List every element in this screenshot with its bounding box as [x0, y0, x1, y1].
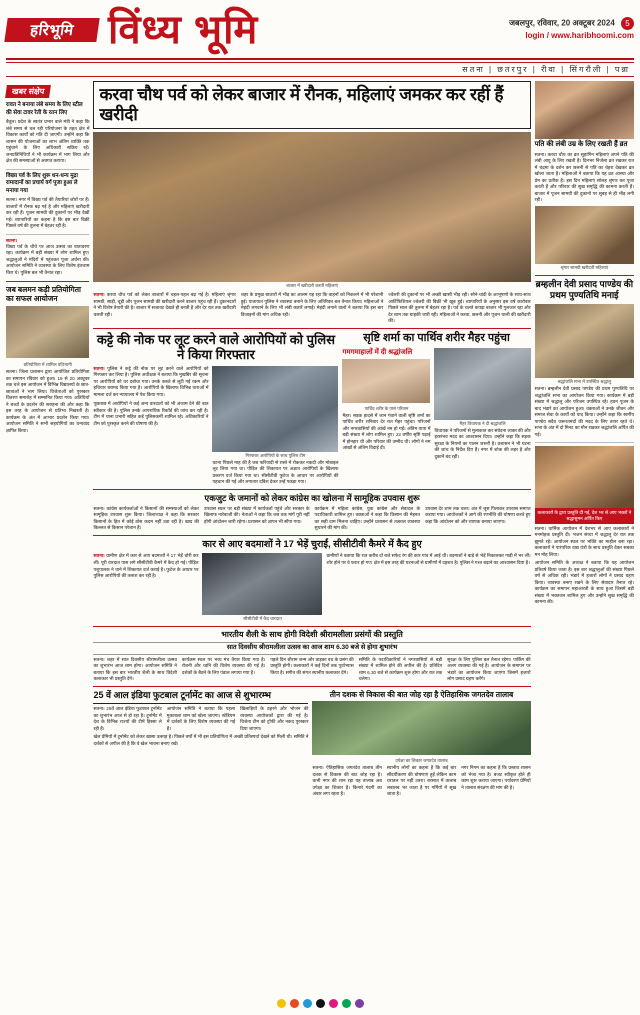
brief-item-3	[6, 238, 89, 277]
lead-headline: करवा चौथ पर्व को लेकर बाजार में रौनक, महिलाएं जमकर कर रहीं हैं खरीदी	[99, 85, 504, 125]
divider	[6, 234, 89, 235]
car-body-2: ग्रामीणों ने बताया कि रात करीब दो बजे सफेद रंग की कार गांव में आई थी। बदमाशों ने बाड़े से भेड़ें निकालकर गाड़ी में भर लीं। शोर होने पर वे फरार हो गए। क्षेत्र में इस तरह की घटनाओं से ग्रामीणों में दहशत है। पुलिस ने गश्त बढ़ाने का आश्वासन दिया है।	[326, 553, 531, 565]
football-headline: 25 वें आल इंडिया फुटबाल टूर्नामेंट का आज से शुभारम्भ	[93, 690, 308, 704]
artists-photo	[535, 446, 634, 508]
left-second-headline: जब बलमन कड़ी प्रतियोगिता का सफल आयोजन	[6, 284, 81, 303]
ramleela-body-2: कार्यक्रम स्थल पर भव्य मंच तैयार किया गया है। रोशनी और ध्वनि की विशेष व्यवस्था की गई है। दर्शकों के बैठने के लिए पंडाल लगाया गया है।	[181, 656, 266, 675]
content-grid	[6, 81, 634, 798]
artists-body-1: सतना। धार्मिक आयोजन में देशभर से आए कलाकारों ने मनमोहक प्रस्तुति दी। भजन संध्या में श्रद्धालु देर रात तक झूमते रहे। आयोजन स्थल पर भक्ति का माहौल बना रहा। कलाकारों ने पारंपरिक वाद्य यंत्रों के साथ प्रस्तुति देकर सबका मन मोह लिया।	[534, 525, 634, 557]
side-headline: पति की लंबी उम्र के लिए रखती हैं व्रत	[534, 141, 628, 148]
srishti-crowd-photo	[434, 348, 530, 420]
talab-body-2: स्थानीय लोगों का कहना है कि कई बार सौंदर्यीकरण की घोषणाएं हुईं लेकिन काम धरातल पर नहीं उतरा। बरसात में तालाब लबालब भर जाता है पर गर्मियों में सूख जाता है।	[386, 765, 457, 797]
lead-body-1: करवा चौथ पर्व को लेकर बाजारों में चहल-पहल बढ़ गई है। महिलाएं श्रृंगार सामग्री, साड़ी, चूड़ी और पूजन सामग्री की खरीदारी करने बाजार पहुंच रही हैं। दुकानदारों ने भी विशेष तैयारी की है। बाजार में सजावट देखते ही बनती है और देर रात तक खरीदारी चलती रही।	[93, 292, 236, 317]
loot-headline: कट्टे की नोक पर लूट करने वाले आरोपियों को पुलिस ने किया गिरफ्तार	[96, 331, 336, 363]
color-dot-0	[277, 999, 286, 1008]
right-top-photo	[535, 81, 634, 139]
dateline: जबलपुर, रविवार, 20 अक्टूबर 2024	[509, 18, 615, 28]
football-body-1: सतना। 25वें आल इंडिया फुटबाल टूर्नामेंट का शुभारंभ आज से हो रहा है। टूर्नामेंट में देश के विभिन्न राज्यों की टीमें हिस्सा ले रही हैं।	[93, 706, 162, 731]
story-loot	[93, 332, 338, 486]
brief-3-body: विख्य पर्व के चौथे पर आज उत्सव का वातावरण रहा। कार्यक्रम में बड़ी संख्या में लोग शामिल हुए। श्रद्धालुओं ने मंदिरों में पहुंचकर पूजा अर्चना की। आयोजन समिति ने व्यवस्था के लिए विशेष इंतजाम किए थे। पुलिस बल भी तैनात रहा।	[6, 243, 90, 275]
brahmleen-headline: ब्रम्हलीन देवी प्रसाद पाण्डेय की प्रथम पुण्यतिथि मनाई	[535, 278, 634, 301]
lead-body-2: शहर के प्रमुख बाजारों में भीड़ का आलम यह रहा कि वाहनों को निकलने में भी परेशानी हुई। यातायात पुलिस ने व्यवस्था बनाने के लिए अतिरिक्त बल तैनात किया। महिलाओं ने मेहंदी लगवाने के लिए भी लंबी कतारें लगाईं। मेहंदी लगाने वालों ने बताया कि इस बार डिजाइनों की मांग अधिक रही।	[240, 292, 384, 317]
story-car	[93, 539, 530, 624]
car-photo	[202, 553, 322, 615]
lead-story	[93, 81, 530, 325]
story-football	[93, 690, 530, 798]
color-dot-1	[290, 999, 299, 1008]
side-body: सतना। करवा चौथ का व्रत सुहागिन महिलाएं अपने पति की लंबी आयु के लिए रखती हैं। दिनभर निर्जला व्रत रखकर रात में चंद्रमा के दर्शन कर छलनी से पति का चेहरा देखकर व्रत खोला जाता है। महिलाओं ने बताया कि यह व्रत आस्था और प्रेम का प्रतीक है। इस दिन महिलाएं सोलह श्रृंगार कर पूजा करती हैं और परिवार की सुख समृद्धि की कामना करती हैं। बाजार में पूजन सामग्री की दुकानों पर सुबह से ही भीड़ लगी रही।	[534, 151, 634, 203]
brief-item-1	[6, 102, 89, 165]
color-dot-3	[316, 999, 325, 1008]
side-photo-caption: श्रृंगार सामग्री खरीदतीं महिलाएं	[560, 264, 609, 270]
lead-photo	[93, 132, 530, 282]
brief-1-body: बैतूल। प्रदेश के स्वतंत्र प्रभार वाले मंत्री ने कहा कि लंबे समय से चल रही परियोजना के तहत क्षेत्र में विकास कार्यों को गति दी जाएगी। उन्होंने कहा कि शासन की योजनाओं का लाभ अंतिम व्यक्ति तक पहुंचाने के लिए अधिकारी सक्रिय रहें। जनप्रतिनिधियों ने भी कार्यक्रम में भाग लिया और क्षेत्र की समस्याओं से अवगत कराया।	[6, 119, 90, 164]
ramleela-body-1: सतना। शहर में सात दिवसीय श्रीरामलीला उत्सव का शुभारंभ आज शाम होगा। आयोजन समिति ने बताया कि इस बार भारतीय शैली के साथ विदेशी कलाकार भी प्रस्तुति देंगे।	[93, 656, 177, 682]
page-number: 5	[621, 17, 634, 30]
brief-kicker: खबर संक्षेप	[5, 85, 51, 98]
football-body-2: आयोजन समिति ने बताया कि पहला मुकाबला शाम को खेला जाएगा। स्टेडियम में दर्शकों के लिए विशेष व्यवस्था की गई है।	[166, 706, 236, 731]
brahmleen-photo-caption: श्रद्धांजलि सभा में उपस्थित श्रद्धालु	[557, 379, 612, 385]
loot-body-1: पुलिस ने कट्टे की नोक पर लूट करने वाले आरोपियों को गिरफ्तार कर लिया है। पुलिस अधीक्षक ने बताया कि मुखबिर की सूचना पर आरोपियों को धर दबोचा गया। उनके कब्जे से लूटी गई रकम और हथियार बरामद किया गया है। आरोपियों के खिलाफ विभिन्न धाराओं में मामला दर्ज कर न्यायालय में पेश किया गया।	[93, 365, 209, 397]
ramleela-body-3: पहले दिन श्रीराम जन्म और ताड़का वध के प्रसंग की प्रस्तुति होगी। कलाकारों ने कई दिनों तक पूर्वाभ्यास किया है। संगीत की संगत स्थानीय कलाकार देंगे।	[270, 656, 354, 675]
lead-photo-caption: बाजार में खरीदारी करतीं महिलाएं	[286, 283, 338, 289]
masthead-logo	[6, 18, 98, 42]
side-photo	[535, 206, 634, 264]
loot-body-3: घटना पिछले माह की है जब फरियादी से रास्ते में रोककर नकदी और मोबाइल लूट लिया गया था। पीड़ित की शिकायत पर अज्ञात आरोपियों के खिलाफ प्रकरण दर्ज किया गया था। सीसीटीवी फुटेज के आधार पर आरोपियों की पहचान की गई और लगातार दबिश देकर उन्हें पकड़ा गया।	[212, 459, 339, 485]
brahmleen-body: सतना। ब्रम्हलीन देवी प्रसाद पाण्डेय की प्रथम पुण्यतिथि पर श्रद्धांजलि सभा का आयोजन किया गया। कार्यक्रम में बड़ी संख्या में श्रद्धालु और परिजन उपस्थित रहे। हवन पूजन के बाद भंडारे का आयोजन हुआ। वक्ताओं ने उनके जीवन और समाज सेवा के कार्यों को याद किया। उन्होंने कहा कि स्वर्गीय पाण्डेय सदैव जरूरतमंदों की मदद के लिए तत्पर रहते थे। सभा के अंत में दो मिनट का मौन रखकर श्रद्धांजलि अर्पित की गई।	[534, 386, 634, 437]
talab-body-3: नगर निगम का कहना है कि प्रस्ताव शासन को भेजा गया है। बजट स्वीकृत होते ही काम शुरू कराया जाएगा। पर्यावरण प्रेमियों ने तालाब संरक्षण की मांग की है।	[461, 765, 531, 790]
ramleela-body-4: समिति के पदाधिकारियों ने नगरवासियों से बड़ी संख्या में शामिल होने की अपील की है। प्रतिदिन शाम 6.30 बजे से कार्यक्रम शुरू होगा और रात तक चलेगा।	[358, 656, 443, 682]
edition-list: सतना | छतरपुर | रीवा | सिंगरौली | पन्ना	[6, 62, 634, 77]
talab-photo	[312, 701, 530, 755]
football-body-3: खिलाड़ियों के ठहरने और भोजन की व्यवस्था आयोजकों द्वारा की गई है। विजेता टीम को ट्रॉफी और नकद पुरस्कार दिया जाएगा।	[240, 706, 309, 731]
ramleela-body-5: सुरक्षा के लिए पुलिस बल तैनात रहेगा। पार्किंग की अलग व्यवस्था की गई है। आयोजन के समापन पर भंडारे का आयोजन किया जाएगा जिसमें हजारों लोग प्रसाद ग्रहण करेंगे।	[447, 656, 531, 682]
artists-photo-caption: कलाकारों के द्वारा प्रस्तुति दी गई, देश भर से आए भक्तों ने श्रद्धासुमन अर्पित किए	[535, 508, 634, 524]
brief-2-body: सतना। नगर में विख्य पर्व की तैयारियां जोरों पर हैं। बाजारों में रौनक बढ़ गई है और महिलाएं खरीदारी कर रही हैं। पूजन सामग्री की दुकानों पर भीड़ देखी गई। व्यापारियों का कहना है कि इस बार बिक्री पिछले वर्ष की तुलना में बेहतर रही है।	[6, 197, 90, 229]
story-ramleela	[93, 630, 530, 683]
congress-body-4: उपवास देर शाम तक चला। अंत में जूस पिलाकर उपवास समाप्त कराया गया। आयोजकों ने आगे की रणनीति की घोषणा करते हुए कहा कि आंदोलन को और व्यापक बनाया जाएगा।	[425, 505, 531, 524]
congress-headline: एकजुट के जमानों को लेकर कांग्रेस का खोलना में सामूहिक उपवास शुरू	[204, 492, 420, 503]
right-column	[535, 81, 634, 798]
loot-photo	[212, 366, 338, 452]
car-headline: कार से आए बदमाशों ने 17 भेड़ें चुराईं, सीसीटीवी कैमरे में कैद हुए	[202, 538, 422, 550]
srishti-body-2: विधायक ने परिजनों से मुलाकात कर संवेदना व्यक्त की और हरसंभव मदद का आश्वासन दिया। उन्होंने कहा कि सड़क सुरक्षा के नियमों का पालन जरूरी है। प्रशासन ने भी घटना की जांच के निर्देश दिए हैं। नगर में शोक की लहर है और दुकानें बंद रहीं।	[434, 427, 531, 459]
brand-small: हरिभूमि	[4, 18, 99, 42]
left-story-photo	[6, 306, 89, 358]
color-registration-bar	[0, 995, 640, 1013]
loot-photo-caption: गिरफ्तार आरोपियों के साथ पुलिस टीम	[245, 452, 306, 458]
lead-byline: सतना।	[93, 292, 105, 298]
left-second-body: सतना। जिला प्रशासन द्वारा आयोजित प्रतियोगिता का समापन रविवार को हुआ। 19 से 20 अक्टूबर तक चले इस आयोजन में विभिन्न विद्यालयों के छात्र-छात्राओं ने भाग लिया। विजेताओं को पुरस्कार वितरण समारोह में सम्मानित किया गया। अतिथियों ने बच्चों के प्रदर्शन की सराहना की और कहा कि इस तरह के आयोजन से प्रतिभा निखरती है। कार्यक्रम के अंत में आभार प्रदर्शन किया गया। आयोजन समिति ने सभी सहयोगियों का धन्यवाद ज्ञापित किया।	[6, 369, 90, 433]
color-dot-2	[303, 999, 312, 1008]
srishti-body-1: मैहर। सड़क हादसे में जान गंवाने वाली सृष्टि शर्मा का पार्थिव शरीर शनिवार देर रात मैहर पहुंचा। परिजनों और नगरवासियों की आंखें नम हो गईं। अंतिम यात्रा में बड़ी संख्या में लोग शामिल हुए। 22 वर्षीय सृष्टि पढ़ाई में होनहार थी और परिवार की उम्मीद थी। लोगों ने नम आंखों से अंतिम विदाई दी।	[342, 412, 431, 451]
divider-red	[93, 489, 530, 490]
story-srishti	[342, 332, 530, 486]
talab-photo-caption: उपेक्षा का शिकार जगतदेव तालाब	[395, 758, 448, 764]
congress-body-3: कार्यक्रम में महिला कांग्रेस, युवा कांग्रेस और सेवादल के पदाधिकारी शामिल हुए। वक्ताओं ने कहा कि किसान की मेहनत का सही दाम मिलना चाहिए। उन्होंने प्रशासन से तत्काल व्यवस्था सुधारने की मांग की।	[314, 505, 421, 531]
page-title: विंध्य भूमि	[108, 8, 259, 52]
lead-body-3: ज्वेलरी की दुकानों पर भी अच्छी खासी भीड़ रही। सोने-चांदी के आभूषणों के साथ-साथ आर्टिफिशियल ज्वेलरी की बिक्री भी खूब हुई। व्यापारियों के अनुसार इस वर्ष कारोबार पिछले साल की तुलना में बेहतर रहा है। पर्व के चलते कपड़ा बाजार भी गुलजार रहा और देर शाम तक ग्राहकी जारी रही। महिलाओं ने करवा, छलनी और पूजन थाली की खरीदारी की।	[388, 292, 531, 324]
brief-2-headline: विख्य पर्व के लिए शुरू धन-धन्य मुद्रा रामादानों का प्रचार्य वर्ग पूजा हुआ ले मनाया गया	[6, 172, 78, 194]
masthead-info	[509, 17, 634, 43]
srishti-portrait-photo	[342, 359, 430, 403]
loot-byline: सतना।	[93, 365, 105, 371]
car-photo-caption: सीसीटीवी में कैद वारदात	[243, 616, 282, 622]
brief-1-headline: रावत ने बनाया लंबे समय के लिए स्टील की सेवा टावर रेती के रतन लिए	[6, 102, 83, 116]
srishti-photo-caption-1: पार्थिव शरीर के पास परिजन	[364, 405, 409, 411]
srishti-subhead: गमगमाहालों में दी श्रद्धांजलि	[342, 348, 413, 356]
color-dot-6	[355, 999, 364, 1008]
masthead	[6, 4, 634, 60]
mid-row	[93, 332, 530, 486]
center-column	[93, 81, 530, 798]
left-second-story	[6, 285, 89, 435]
car-body-1: ग्रामीण क्षेत्र में कार से आए बदमाशों ने 17 भेड़ें चोरी कर लीं। पूरी वारदात पास लगे सीसीटीवी कैमरे में कैद हो गई। पीड़ित पशुपालक ने थाने में शिकायत दर्ज कराई है। फुटेज के आधार पर पुलिस आरोपियों की तलाश कर रही है।	[93, 553, 199, 579]
ramleela-deck: सात दिवसीय श्रीरामलीला उत्सव का आज शाम 6.30 बजे से होगा शुभारंभ	[93, 642, 530, 654]
color-dot-4	[329, 999, 338, 1008]
website-link[interactable]: login / www.haribhoomi.com	[525, 31, 634, 41]
divider-red	[93, 328, 530, 329]
divider-red	[6, 281, 89, 282]
divider-red	[93, 535, 530, 536]
left-column	[6, 81, 89, 798]
story-congress	[93, 493, 530, 532]
football-body-4: खेल प्रेमियों में टूर्नामेंट को लेकर खासा उत्साह है। पिछले वर्षों में भी इस प्रतियोगिता में अच्छी प्रतिस्पर्धा देखने को मिली थी। समिति ने दर्शकों से अपील की है कि वे खेल भावना बनाए रखें।	[93, 734, 309, 746]
ramleela-headline: भारतीय शैली के साथ होगी विदेशी श्रीरामलीला प्रसंगों की प्रस्तुति	[221, 630, 403, 640]
car-byline: सतना।	[93, 553, 105, 559]
divider	[535, 442, 634, 443]
brief-3-byline: सतना।	[6, 237, 18, 243]
divider	[6, 169, 89, 170]
talab-headline: तीन दशक से विकास की बात जोह रहा है ऐतिहासिक जगतदेव तालाब	[329, 689, 514, 699]
artists-body-2: आयोजन समिति के अध्यक्ष ने बताया कि यह आयोजन प्रतिवर्ष किया जाता है। इस बार श्रद्धालुओं की संख्या पिछले वर्ष से अधिक रही। भंडारे में हजारों लोगों ने प्रसाद ग्रहण किया। व्यवस्था बनाए रखने के लिए सेवादार तैनात रहे। कार्यक्रम का समापन महाआरती के साथ हुआ जिसमें बड़ी संख्या में भक्तजन शामिल हुए और उन्होंने सुख समृद्धि की कामना की।	[534, 560, 634, 605]
left-story-caption: प्रतियोगिता में शामिल प्रतिभागी	[23, 362, 72, 368]
divider-red	[535, 275, 634, 276]
loot-body-2: पूछताछ में आरोपियों ने कई अन्य वारदातों को भी अंजाम देने की बात स्वीकार की है। पुलिस उनके आपराधिक रिकॉर्ड की जांच कर रही है। टीम में थाना प्रभारी सहित कई पुलिसकर्मी शामिल रहे। अधिकारियों ने टीम को पुरस्कृत करने की घोषणा की है।	[93, 401, 209, 426]
srishti-photo-caption-2: मैहर विधायक ने दी श्रद्धांजलि	[459, 420, 506, 426]
brief-item-2	[6, 173, 89, 230]
divider-red	[93, 626, 530, 627]
brahmleen-photo	[535, 304, 634, 378]
lead-headline-box	[93, 81, 530, 129]
talab-body-1: सतना। ऐतिहासिक जगतदेव तालाब तीन दशक से विकास की बाट जोह रहा है। कभी नगर की शान रहा यह तालाब अब उपेक्षा का शिकार है। किनारे गंदगी का अंबार लगा रहता है।	[312, 765, 382, 797]
color-dot-5	[342, 999, 351, 1008]
srishti-headline: सृष्टि शर्मा का पार्थिव शरीर मैहर पहुंचा	[363, 331, 510, 344]
congress-body-1: सतना। कांग्रेस कार्यकर्ताओं ने किसानों की समस्याओं को लेकर सामूहिक उपवास शुरू किया। जिलाध्यक्ष ने कहा कि सरकार किसानों के हित में कोई ठोस कदम नहीं उठा रही है। खाद की किल्लत से किसान परेशान हैं।	[93, 505, 199, 531]
divider-red	[93, 686, 530, 687]
congress-body-2: उपवास स्थल पर बड़ी संख्या में कार्यकर्ता पहुंचे और सरकार के खिलाफ नारेबाजी की। नेताओं ने कहा कि जब तक मांगें पूरी नहीं होंगी आंदोलन जारी रहेगा। प्रशासन को ज्ञापन भी सौंपा गया।	[204, 505, 310, 524]
